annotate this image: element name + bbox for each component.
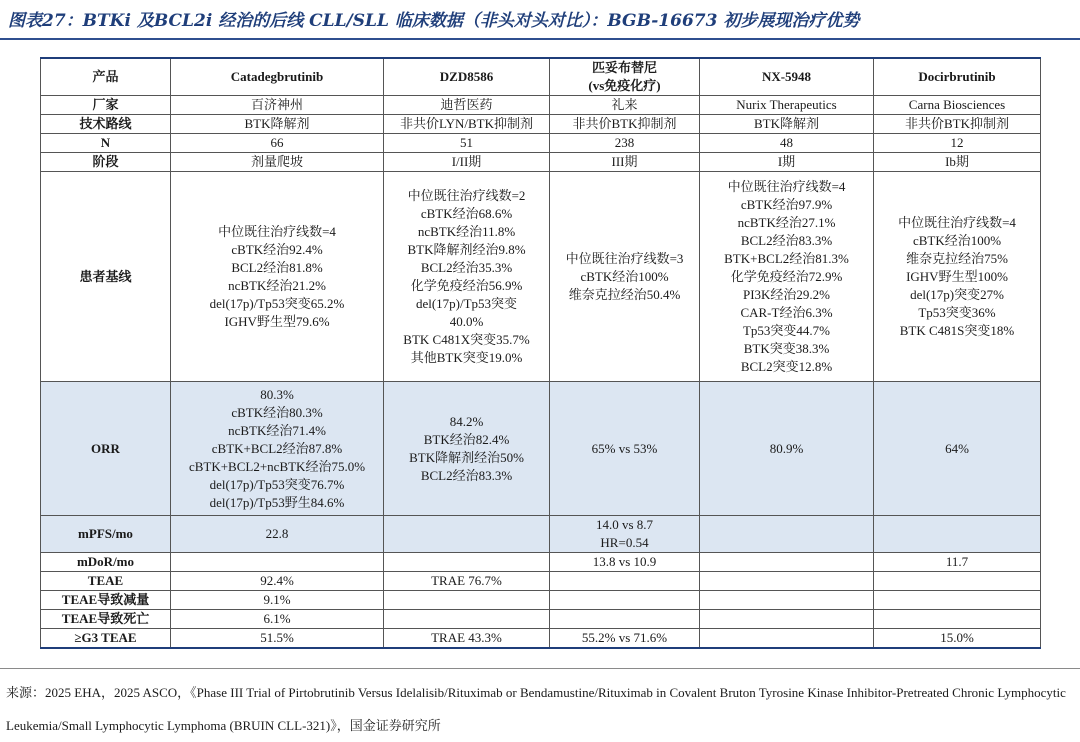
row-header: TEAE导致死亡 (41, 610, 171, 629)
table-row (41, 382, 1041, 516)
table-row (41, 516, 1041, 553)
table-cell-docirbrutinib (874, 572, 1041, 591)
table-cell-catadegbrutinib (171, 591, 384, 610)
table-cell-nx-5948 (700, 115, 874, 134)
table-cell-nx-5948 (700, 96, 874, 115)
cell-line: BCL2经治35.3% (420, 259, 513, 275)
cell-line: cBTK经治97.9% (740, 196, 833, 212)
cell-line: del(17p)/Tp53野生84.6% (209, 494, 345, 510)
cell-line: ncBTK经治11.8% (417, 223, 516, 239)
table-cell-nx-5948 (700, 516, 874, 553)
table-cell-dzd8586 (384, 591, 550, 610)
table-cell-pirtobrutinib (550, 115, 700, 134)
cell-line: NX-5948 (761, 69, 812, 84)
cell-line: DZD8586 (439, 69, 494, 84)
table-cell-pirtobrutinib (550, 172, 700, 382)
cell-line: Tp53突变36% (918, 304, 996, 320)
row-header: ≥G3 TEAE (41, 629, 171, 649)
table-row (41, 115, 1041, 134)
cell-line: Nurix Therapeutics (736, 97, 837, 112)
column-header-dzd8586 (384, 58, 550, 96)
table-cell-dzd8586 (384, 115, 550, 134)
cell-line: 产品 (92, 69, 119, 84)
table-row (41, 629, 1041, 649)
table-cell-catadegbrutinib (171, 553, 384, 572)
cell-line: 22.8 (265, 526, 289, 541)
table-cell-catadegbrutinib (171, 96, 384, 115)
cell-line: CAR-T经治6.3% (740, 304, 833, 320)
table-cell-pirtobrutinib (550, 629, 700, 649)
table-cell-nx-5948 (700, 591, 874, 610)
row-header: TEAE (41, 572, 171, 591)
cell-line: 6.1% (263, 611, 291, 626)
table-cell-dzd8586 (384, 382, 550, 516)
table-cell-nx-5948 (700, 572, 874, 591)
cell-line: 48 (780, 135, 793, 150)
cell-line: del(17p)/Tp53突变 (415, 295, 518, 311)
clinical-data-table (40, 57, 1041, 649)
table-row (41, 153, 1041, 172)
cell-line: 80.3% (260, 386, 294, 402)
cell-line: BTK降解剂 (753, 116, 819, 131)
table-cell-dzd8586 (384, 134, 550, 153)
table-cell-pirtobrutinib (550, 382, 700, 516)
table-cell-catadegbrutinib (171, 134, 384, 153)
table-cell-docirbrutinib (874, 516, 1041, 553)
cell-line: TRAE 76.7% (431, 573, 502, 588)
cell-line: 迪哲医药 (440, 97, 493, 112)
table-cell-docirbrutinib (874, 115, 1041, 134)
table-cell-dzd8586 (384, 516, 550, 553)
cell-line: Ib期 (945, 154, 969, 169)
cell-line: cBTK经治100% (580, 268, 669, 284)
cell-line: BTK经治82.4% (423, 431, 510, 447)
cell-line: 中位既往治疗线数=3 (565, 250, 684, 266)
column-header-catadegbrutinib (171, 58, 384, 96)
cell-line: Catadegbrutinib (230, 69, 324, 84)
cell-line: I期 (777, 154, 796, 169)
cell-line: cBTK经治100% (912, 232, 1002, 248)
cell-line: BTK降解剂经治50% (409, 449, 524, 465)
cell-line: BCL2经治81.8% (231, 259, 323, 275)
table-cell-dzd8586 (384, 153, 550, 172)
cell-line: 其他BTK突变19.0% (410, 349, 523, 365)
table-cell-catadegbrutinib (171, 572, 384, 591)
table-cell-pirtobrutinib (550, 591, 700, 610)
cell-line: TRAE 43.3% (431, 630, 502, 645)
cell-line: 11.7 (945, 554, 969, 569)
cell-line: PI3K经治29.2% (742, 286, 831, 302)
cell-line: cBTK+BCL2+ncBTK经治75.0% (188, 458, 366, 474)
source-note: 来源：2025 EHA，2025 ASCO，《Phase III Trial of Pirtobrutinib Versus Idelalisib/Rituximab or Bendamustine/Rituximab in Covalent Bruton Tyrosine Kinase Inhibitor-Pretreated Chronic Lymphocytic Leukemia/Small Lymphocytic Lymphoma (BRUIN CLL-321)》，国金证券研究所 (6, 685, 1066, 733)
cell-line: 13.8 vs 10.9 (592, 554, 657, 569)
table-cell-docirbrutinib (874, 382, 1041, 516)
table-row (41, 610, 1041, 629)
row-header: TEAE导致减量 (41, 591, 171, 610)
table-cell-nx-5948 (700, 553, 874, 572)
cell-line: ncBTK经治27.1% (737, 214, 836, 230)
table-cell-catadegbrutinib (171, 172, 384, 382)
cell-line: 维奈克拉经治50.4% (568, 286, 681, 302)
table-cell-nx-5948 (700, 172, 874, 382)
cell-line: IGHV野生型79.6% (224, 313, 330, 329)
figure-title: 图表27：BTKi 及BCL2i 经治的后线 CLL/SLL 临床数据（非头对头对比）：BGB-16673 初步展现治疗优势 (8, 11, 860, 31)
table-row (41, 591, 1041, 610)
cell-line: I/II期 (451, 154, 482, 169)
table-row (41, 572, 1041, 591)
table-cell-pirtobrutinib (550, 610, 700, 629)
table-cell-docirbrutinib (874, 591, 1041, 610)
cell-line: BCL2突变12.8% (740, 358, 833, 374)
cell-line: BTK突变38.3% (743, 340, 830, 356)
table-cell-catadegbrutinib (171, 610, 384, 629)
table-cell-dzd8586 (384, 572, 550, 591)
cell-line: cBTK+BCL2经治87.8% (211, 440, 343, 456)
row-header: 技术路线 (41, 115, 171, 134)
cell-line: BTK+BCL2经治81.3% (724, 250, 849, 266)
cell-line: 64% (945, 440, 969, 456)
cell-line: 化学免疫经治72.9% (730, 268, 843, 284)
table-cell-docirbrutinib (874, 610, 1041, 629)
table-cell-docirbrutinib (874, 134, 1041, 153)
cell-line: 51.5% (260, 630, 294, 645)
cell-line: 礼来 (611, 97, 638, 112)
cell-line: 15.0% (940, 630, 974, 645)
cell-line: 55.2% vs 71.6% (581, 630, 668, 645)
cell-line: 84.2% (449, 413, 484, 429)
cell-line: ncBTK经治21.2% (228, 277, 326, 293)
cell-line: IGHV野生型100% (906, 268, 1008, 284)
table-cell-catadegbrutinib (171, 629, 384, 649)
cell-line: 40.0% (449, 313, 484, 329)
table-cell-pirtobrutinib (550, 553, 700, 572)
table-cell-pirtobrutinib (550, 516, 700, 553)
row-header: 阶段 (41, 153, 171, 172)
cell-line: 中位既往治疗线数=2 (407, 187, 526, 203)
cell-line: 14.0 vs 8.7 (595, 517, 654, 532)
table-cell-docirbrutinib (874, 629, 1041, 649)
title-bar (0, 0, 1080, 40)
table-row (41, 172, 1041, 382)
cell-line: cBTK经治68.6% (420, 205, 513, 221)
cell-line: cBTK经治92.4% (231, 241, 323, 257)
cell-line: HR=0.54 (600, 535, 649, 550)
cell-line: 化学免疫经治56.9% (410, 277, 523, 293)
table-cell-nx-5948 (700, 610, 874, 629)
cell-line: 中位既往治疗线数=4 (727, 178, 846, 194)
table-cell-docirbrutinib (874, 172, 1041, 382)
cell-line: 中位既往治疗线数=4 (218, 223, 336, 239)
row-header: ORR (41, 382, 171, 516)
column-header-nx-5948 (700, 58, 874, 96)
cell-line: BCL2经治83.3% (740, 232, 833, 248)
table-cell-docirbrutinib (874, 553, 1041, 572)
table-row (41, 134, 1041, 153)
cell-line: BTK C481X突变35.7% (403, 331, 530, 347)
cell-line: Carna Biosciences (908, 97, 1006, 112)
cell-line: 92.4% (260, 573, 294, 588)
cell-line: 80.9% (769, 440, 804, 456)
cell-line: (vs免疫化疗) (588, 78, 661, 93)
table-row (41, 553, 1041, 572)
table-cell-catadegbrutinib (171, 382, 384, 516)
table-cell-dzd8586 (384, 553, 550, 572)
table-cell-docirbrutinib (874, 96, 1041, 115)
cell-line: del(17p)突变27% (910, 286, 1004, 302)
cell-line: Tp53突变44.7% (742, 322, 831, 338)
cell-line: 剂量爬坡 (250, 154, 303, 169)
cell-line: del(17p)/Tp53突变76.7% (209, 476, 345, 492)
cell-line: 非共价BTK抑制剂 (572, 116, 677, 131)
cell-line: 65% vs 53% (591, 440, 658, 456)
cell-line: Docirbrutinib (918, 69, 996, 84)
cell-line: ncBTK经治71.4% (228, 422, 326, 438)
table-cell-pirtobrutinib (550, 134, 700, 153)
header-row (41, 58, 1041, 96)
cell-line: 中位既往治疗线数=4 (898, 214, 1016, 230)
cell-line: BTK C481S突变18% (899, 322, 1015, 338)
row-header: mDoR/mo (41, 553, 171, 572)
cell-line: III期 (611, 154, 638, 169)
cell-line: 匹妥布替尼 (591, 60, 657, 75)
cell-line: BCL2经治83.3% (420, 467, 513, 483)
cell-line: BTK降解剂 (244, 116, 310, 131)
footer-rule (0, 668, 1080, 669)
table-cell-dzd8586 (384, 629, 550, 649)
table-cell-pirtobrutinib (550, 96, 700, 115)
row-header: 厂家 (41, 96, 171, 115)
cell-line: 百济神州 (250, 97, 303, 112)
cell-line: 12 (950, 135, 964, 150)
table-cell-pirtobrutinib (550, 572, 700, 591)
column-header-docirbrutinib (874, 58, 1041, 96)
table-cell-pirtobrutinib (550, 153, 700, 172)
cell-line: del(17p)/Tp53突变65.2% (209, 295, 345, 311)
cell-line: cBTK经治80.3% (231, 404, 323, 420)
row-header: N (41, 134, 171, 153)
cell-line: 非共价BTK抑制剂 (904, 116, 1009, 131)
cell-line: 238 (614, 135, 635, 150)
table-cell-catadegbrutinib (171, 516, 384, 553)
cell-line: 51 (460, 135, 473, 150)
table-cell-nx-5948 (700, 629, 874, 649)
cell-line: BTK降解剂经治9.8% (407, 241, 526, 257)
cell-line: 维奈克拉经治75% (906, 250, 1008, 266)
table-cell-nx-5948 (700, 134, 874, 153)
table-cell-dzd8586 (384, 172, 550, 382)
table-cell-nx-5948 (700, 153, 874, 172)
table-cell-catadegbrutinib (171, 115, 384, 134)
column-header-product (41, 58, 171, 96)
row-header: 患者基线 (41, 172, 171, 382)
table-cell-catadegbrutinib (171, 153, 384, 172)
table-cell-nx-5948 (700, 382, 874, 516)
cell-line: 9.1% (263, 592, 291, 607)
table-cell-docirbrutinib (874, 153, 1041, 172)
table-row (41, 96, 1041, 115)
cell-line: 66 (270, 135, 284, 150)
table-cell-dzd8586 (384, 610, 550, 629)
cell-line: 非共价LYN/BTK抑制剂 (399, 116, 534, 131)
column-header-pirtobrutinib (550, 58, 700, 96)
table-cell-dzd8586 (384, 96, 550, 115)
row-header: mPFS/mo (41, 516, 171, 553)
